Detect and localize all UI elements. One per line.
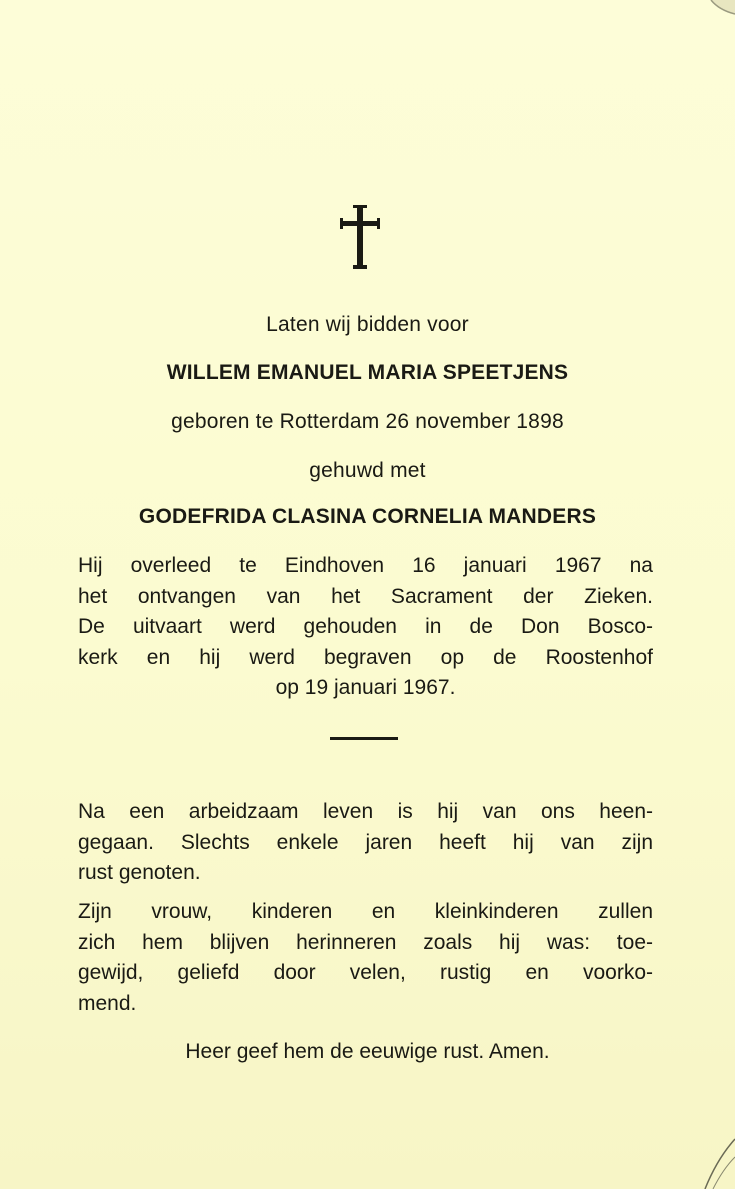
death-line: het ontvangen van het Sacrament der Zieken.	[78, 584, 653, 608]
married-text: gehuwd met	[309, 459, 426, 482]
death-line: Hij overleed te Eindhoven 16 januari 1967 na	[78, 554, 653, 577]
death-line: kerk en hij werd begraven op de Roostenhof	[78, 645, 653, 669]
reflection-line: Na een arbeidzaam leven is hij van ons heen-	[78, 800, 653, 823]
death-paragraph	[78, 551, 653, 704]
family-line: gewijd, geliefd door velen, rustig en voorko-	[78, 961, 653, 984]
family-line: mend.	[78, 991, 137, 1015]
death-line: De uitvaart werd gehouden in de Don Bosco-	[78, 615, 653, 638]
death-line: op 19 januari 1967.	[275, 676, 456, 699]
deceased-name: WILLEM EMANUEL MARIA SPEETJENS	[166, 361, 569, 384]
intro-text: Laten wij bidden voor	[266, 313, 469, 336]
birth-text: geboren te Rotterdam 26 november 1898	[171, 410, 564, 433]
closing-prayer: Heer geef hem de eeuwige rust. Amen.	[185, 1040, 550, 1063]
spouse-name: GODEFRIDA CLASINA CORNELIA MANDERS	[138, 505, 597, 528]
reflection-paragraph	[78, 797, 653, 889]
divider	[330, 737, 398, 740]
family-line: zich hem blijven herinneren zoals hij was: toe-	[78, 930, 653, 954]
reflection-line: rust genoten.	[78, 861, 201, 884]
crease-bottom-right	[695, 1109, 735, 1189]
reflection-line: gegaan. Slechts enkele jaren heeft hij van zijn	[78, 830, 653, 854]
cross-icon	[338, 205, 382, 269]
family-paragraph	[78, 897, 653, 1019]
torn-corner-top-right	[705, 0, 735, 28]
family-line: Zijn vrouw, kinderen en kleinkinderen zullen	[78, 900, 653, 923]
